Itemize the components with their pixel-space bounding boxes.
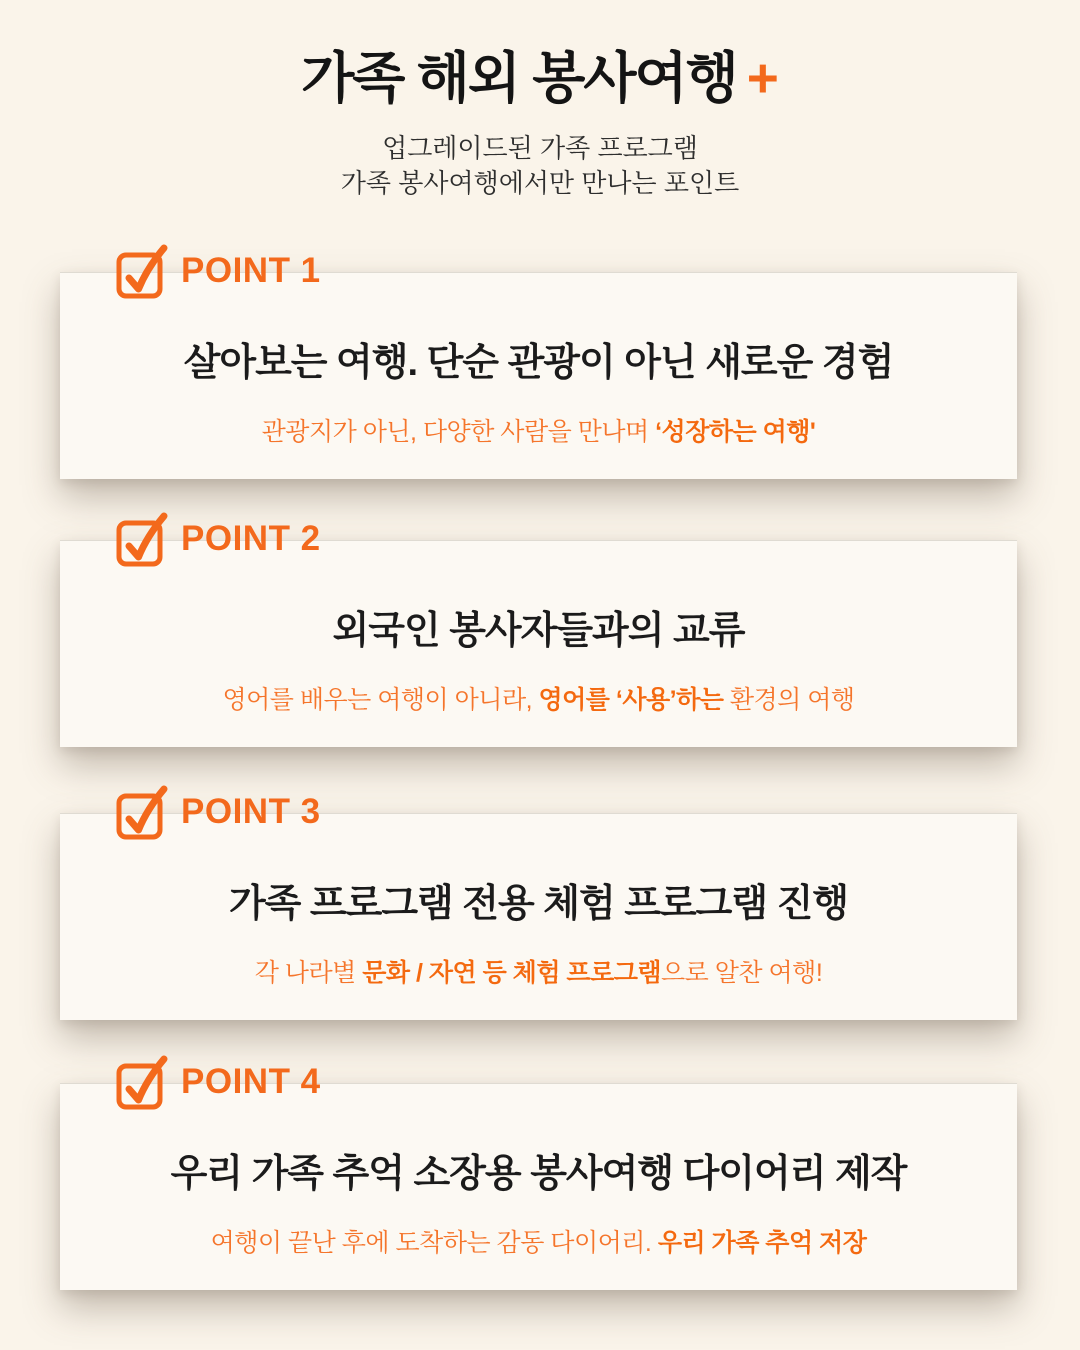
point-3-sub-bold: 문화 / 자연 등 체험 프로그램 <box>362 958 662 987</box>
checkbox-check-icon <box>116 783 166 839</box>
point-1-header <box>116 244 321 296</box>
point-4-card <box>60 1083 1017 1290</box>
page-header <box>0 48 1080 201</box>
point-3-card <box>60 813 1017 1020</box>
point-3-header <box>116 785 321 837</box>
point-1-card <box>60 272 1017 479</box>
point-1-label: POINT 1 <box>181 251 321 290</box>
point-3-subtext <box>255 953 823 989</box>
point-2-sub-bold: 영어를 ‘사용’하는 <box>538 685 724 714</box>
point-4-sub-bold: 우리 가족 추억 저장 <box>657 1228 867 1257</box>
point-2-label: POINT 2 <box>181 519 321 558</box>
point-2-subtext <box>222 680 854 716</box>
point-2-header <box>116 512 321 564</box>
plus-accent: + <box>746 47 779 109</box>
point-1-heading: 살아보는 여행. 단순 관광이 아닌 새로운 경험 <box>183 341 894 384</box>
point-4-subtext <box>211 1223 867 1259</box>
point-2-sub-prefix: 영어를 배우는 여행이 아니라, <box>222 685 539 714</box>
point-2-card <box>60 540 1017 747</box>
subtitle-line-1: 업그레이드된 가족 프로그램 <box>382 132 698 163</box>
point-3-sub-suffix: 으로 알찬 여행! <box>661 958 823 987</box>
point-4-header <box>116 1055 321 1107</box>
point-1-sub-prefix: 관광지가 아닌, 다양한 사람을 만나며 <box>261 417 656 446</box>
point-2-heading: 외국인 봉사자들과의 교류 <box>332 609 745 652</box>
page-title-text: 가족 해외 봉사여행 <box>301 47 737 109</box>
point-2-sub-suffix: 환경의 여행 <box>723 685 855 714</box>
point-4-sub-prefix: 여행이 끝난 후에 도착하는 감동 다이어리. <box>210 1228 658 1257</box>
subtitle-line-2: 가족 봉사여행에서만 만나는 포인트 <box>340 167 740 198</box>
point-1-sub-bold: ‘성장하는 여행' <box>655 417 816 446</box>
point-4-label: POINT 4 <box>181 1062 321 1101</box>
point-4-heading: 우리 가족 추억 소장용 봉사여행 다이어리 제작 <box>170 1152 907 1195</box>
point-3-sub-prefix: 각 나라별 <box>254 958 363 987</box>
point-3-heading: 가족 프로그램 전용 체험 프로그램 진행 <box>228 882 849 925</box>
checkbox-check-icon <box>116 510 166 566</box>
page-title <box>0 48 1080 109</box>
point-1-subtext <box>262 412 816 448</box>
checkbox-check-icon <box>116 242 166 298</box>
checkbox-check-icon <box>116 1053 166 1109</box>
point-3-label: POINT 3 <box>181 792 321 831</box>
page-subtitle <box>0 131 1080 201</box>
